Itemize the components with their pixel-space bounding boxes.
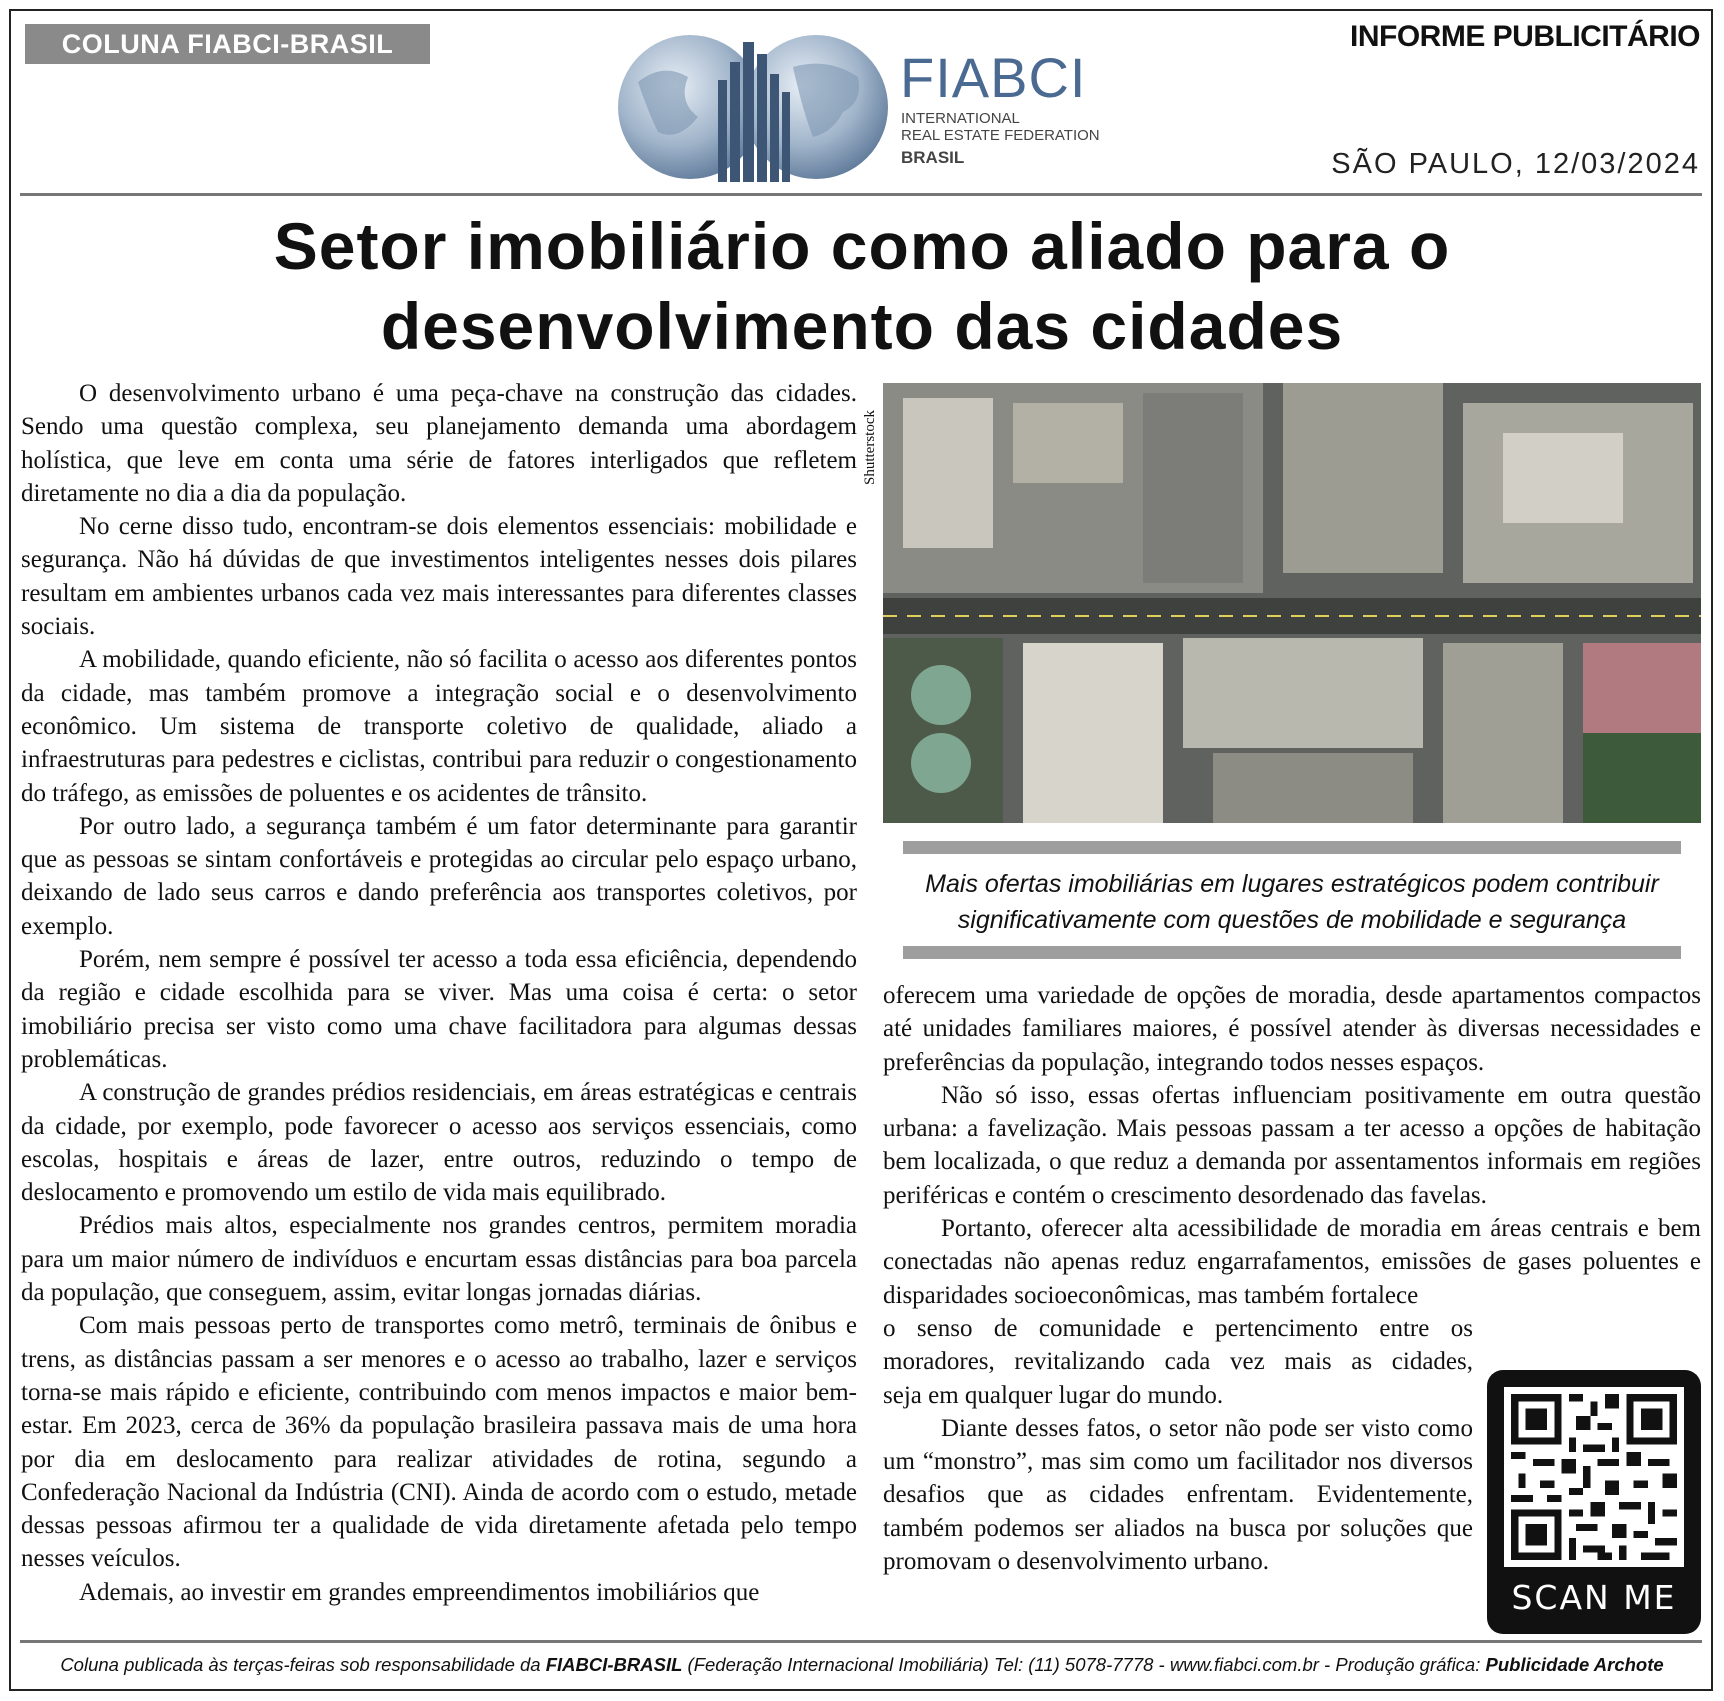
header-rule [20, 193, 1702, 196]
logo-sub-line-1: INTERNATIONAL [901, 110, 1020, 127]
paragraph: A construção de grandes prédios residenciais, em áreas estratégicas e centrais da cidade, por exemplo, pode favorecer o acesso aos serviços essenciais, como escolas, hospitais e áreas de lazer, entre outros, reduzindo o tempo de deslocamento e promovendo um estilo de vida mais equilibrado. [21, 1079, 857, 1207]
logo-country: BRASIL [901, 148, 965, 167]
paragraph: Ademais, ao investir em grandes empreendimentos imobiliários que [79, 1578, 760, 1606]
footer-contact: (Federação Internacional Imobiliária) Tel: (11) 5078-7778 - www.fiabci.com.br - Produção gráfica: [682, 1654, 1486, 1675]
logo-name: FIABCI [900, 46, 1087, 109]
qr-card[interactable] [1487, 1370, 1701, 1634]
paragraph: Com mais pessoas perto de transportes como metrô, terminais de ônibus e trens, as distâncias passam a ser menores e o acesso ao trabalho, lazer e serviços torna-se mais rápido e eficiente, contribuindo com menos impactos e maior bem-estar. Em 2023, cerca de 36% da população brasileira passava mais de uma hora por dia em deslocamento para realizar atividades de rotina, segundo a Confederação Nacional da Indústria (CNI). Ainda de acordo com o estudo, metade dessas pessoas afirmou ter a qualidade de vida diretamente afetada pelo tempo nesses veículos. [21, 1312, 857, 1573]
paragraph: Porém, nem sempre é possível ter acesso a toda essa eficiência, dependendo da região e cidade escolhida para se viver. Mas uma coisa é certa: o setor imobiliário precisa ser visto como uma chave facilitadora para algumas dessas problemáticas. [21, 946, 857, 1073]
narrow-line: moradores, revitalizando cada vez mais as cidades, [883, 1348, 1473, 1376]
footer-org: FIABCI-BRASIL [545, 1654, 683, 1675]
paragraph: Prédios mais altos, especialmente nos grandes centros, permitem moradia para um maior número de indivíduos e encurtam essas distâncias para boa parcela da população, que conseguem, assim, evitar longas jornadas diárias. [21, 1212, 857, 1307]
paragraph: No cerne disso tudo, encontram-se dois elementos essenciais: mobilidade e segurança. Não há dúvidas de que investimentos inteligentes nesses dois pilares resultam em ambientes urbanos cada vez mais interessantes para diferentes classes sociais. [21, 513, 857, 641]
narrow-line: o senso de comunidade e pertencimento entre os [883, 1314, 1473, 1342]
left-column [21, 377, 857, 1609]
aerial-city-photo [883, 383, 1701, 823]
paragraph: Por outro lado, a segurança também é um fator determinante para garantir que as pessoas se sintam confortáveis e protegidas ao circular pelo espaço urbano, deixando de lado seus carros e dando preferência aos transportes coletivos, por exemplo. [21, 812, 857, 940]
caption-line-1: Mais ofertas imobiliárias em lugares estratégicos podem contribuir [925, 870, 1659, 898]
footer [20, 1654, 1704, 1676]
scan-me-label: SCAN ME [1511, 1578, 1677, 1617]
paragraph: O desenvolvimento urbano é uma peça-chave na construção das cidades. Sendo uma questão complexa, seu planejamento demanda uma abordagem holística, que leve em conta uma série de fatores interligados que refletem diretamente no dia a dia da população. [21, 380, 857, 507]
caption-line-2: significativamente com questões de mobilidade e segurança [957, 906, 1627, 934]
footer-rule [20, 1640, 1702, 1643]
dateline: SÃO PAULO, 12/03/2024 [1331, 148, 1700, 180]
informe-label: INFORME PUBLICITÁRIO [1350, 20, 1700, 53]
caption-bar-bottom [903, 946, 1681, 959]
footer-producer: Publicidade Archote [1485, 1654, 1664, 1675]
paragraph-continuation: oferecem uma variedade de opções de moradia, desde apartamentos compactos até unidades familiares maiores, é possível atender às diversas necessidades e preferências da população, integrando todos nesses espaços. [883, 982, 1701, 1076]
caption-bar-top [903, 841, 1681, 854]
globe-left-icon [618, 35, 762, 179]
headline-line-1: Setor imobiliário como aliado para o [273, 209, 1451, 283]
logo-subtitle [901, 110, 1100, 144]
photo-credit: Shutterstock [862, 410, 878, 485]
paragraph: Portanto, oferecer alta acessibilidade de moradia em áreas centrais e bem conectadas não apenas reduz engarrafamentos, emissões de gases poluentes e disparidades socioeconômicas, mas também fortalece [883, 1215, 1701, 1309]
footer-text: Coluna publicada às terças-feiras sob responsabilidade da [60, 1654, 546, 1675]
narrow-line: seja em qualquer lugar do mundo. [883, 1381, 1224, 1409]
qr-code-icon[interactable] [1504, 1387, 1684, 1567]
headline [20, 206, 1704, 366]
paragraph: Diante desses fatos, o setor não pode ser visto como um “monstro”, mas sim como um facilitador nos diversos desafios que as cidades enfrentam. Evidentemente, também podemos ser aliados na busca por soluções que promovam o desenvolvimento urbano. [883, 1414, 1473, 1576]
narrow-block [883, 1312, 1473, 1578]
column-tag: COLUNA FIABCI-BRASIL [25, 24, 430, 64]
photo-caption [883, 866, 1701, 938]
paragraph: A mobilidade, quando eficiente, não só facilita o acesso aos diferentes pontos da cidade, mas também promove a integração social e o desenvolvimento econômico. Um sistema de transporte coletivo de qualidade, aliado a infraestruturas para pedestres e ciclistas, contribui para reduzir o congestionamento do tráfego, as emissões de poluentes e os acidentes de trânsito. [21, 646, 857, 807]
logo-sub-line-2: REAL ESTATE FEDERATION [901, 127, 1100, 144]
headline-line-2: desenvolvimento das cidades [380, 289, 1344, 363]
paragraph: Não só isso, essas ofertas influenciam positivamente em outra questão urbana: a favelização. Mais pessoas passam a ter acesso a opções de habitação bem localizada, o que reduz a demanda por assentamentos informais em regiões periféricas e contém o crescimento desordenado das favelas. [883, 1081, 1701, 1209]
